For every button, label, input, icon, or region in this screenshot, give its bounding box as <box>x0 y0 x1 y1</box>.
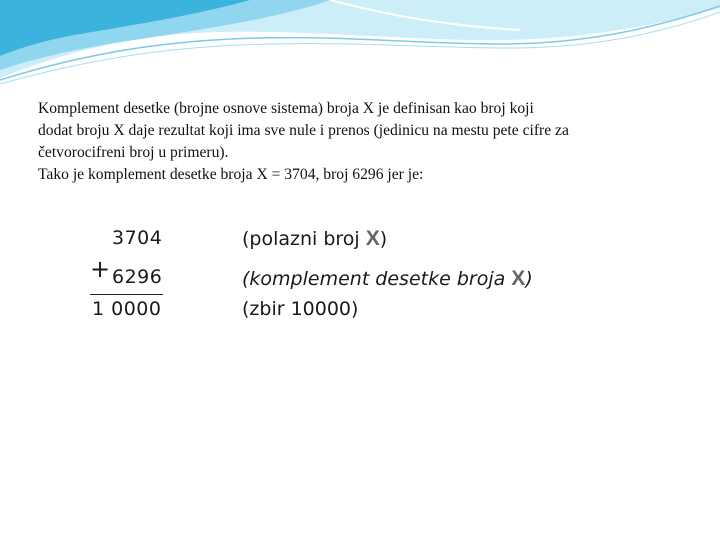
paragraph-line-2: dodat broju X daje rezultat koji ima sve nule i prenos (jedinicu na mestu pete cifre za <box>38 122 569 139</box>
note-original <box>242 227 387 251</box>
paragraph-line-3: četvorocifreni broj u primeru). <box>38 144 229 161</box>
operand-original: 3704 <box>112 227 163 249</box>
note-complement <box>242 267 533 291</box>
addition-example <box>82 223 560 326</box>
paragraph-line-4: Tako je komplement desetke broja X = 3704, broj 6296 jer je: <box>38 166 424 183</box>
note-sum: (zbir 10000) <box>242 298 359 320</box>
note-complement-text: (komplement desetke broja <box>242 268 512 290</box>
header-wave-decoration <box>0 0 720 90</box>
sum-line-divider <box>90 294 163 295</box>
plus-sign: + <box>90 255 111 283</box>
note-original-close: ) <box>379 228 388 250</box>
note-original-text: (polazni broj <box>242 228 366 250</box>
sum-result: 1 0000 <box>92 298 162 320</box>
note-original-var: X <box>365 227 380 250</box>
paragraph-line-1: Komplement desetke (brojne osnove sistema) broja X je definisan kao broj koji <box>38 100 534 117</box>
definition-paragraph <box>38 98 668 186</box>
note-complement-var: X <box>511 267 526 290</box>
note-complement-close: ) <box>525 268 533 290</box>
operand-complement: 6296 <box>112 266 163 288</box>
